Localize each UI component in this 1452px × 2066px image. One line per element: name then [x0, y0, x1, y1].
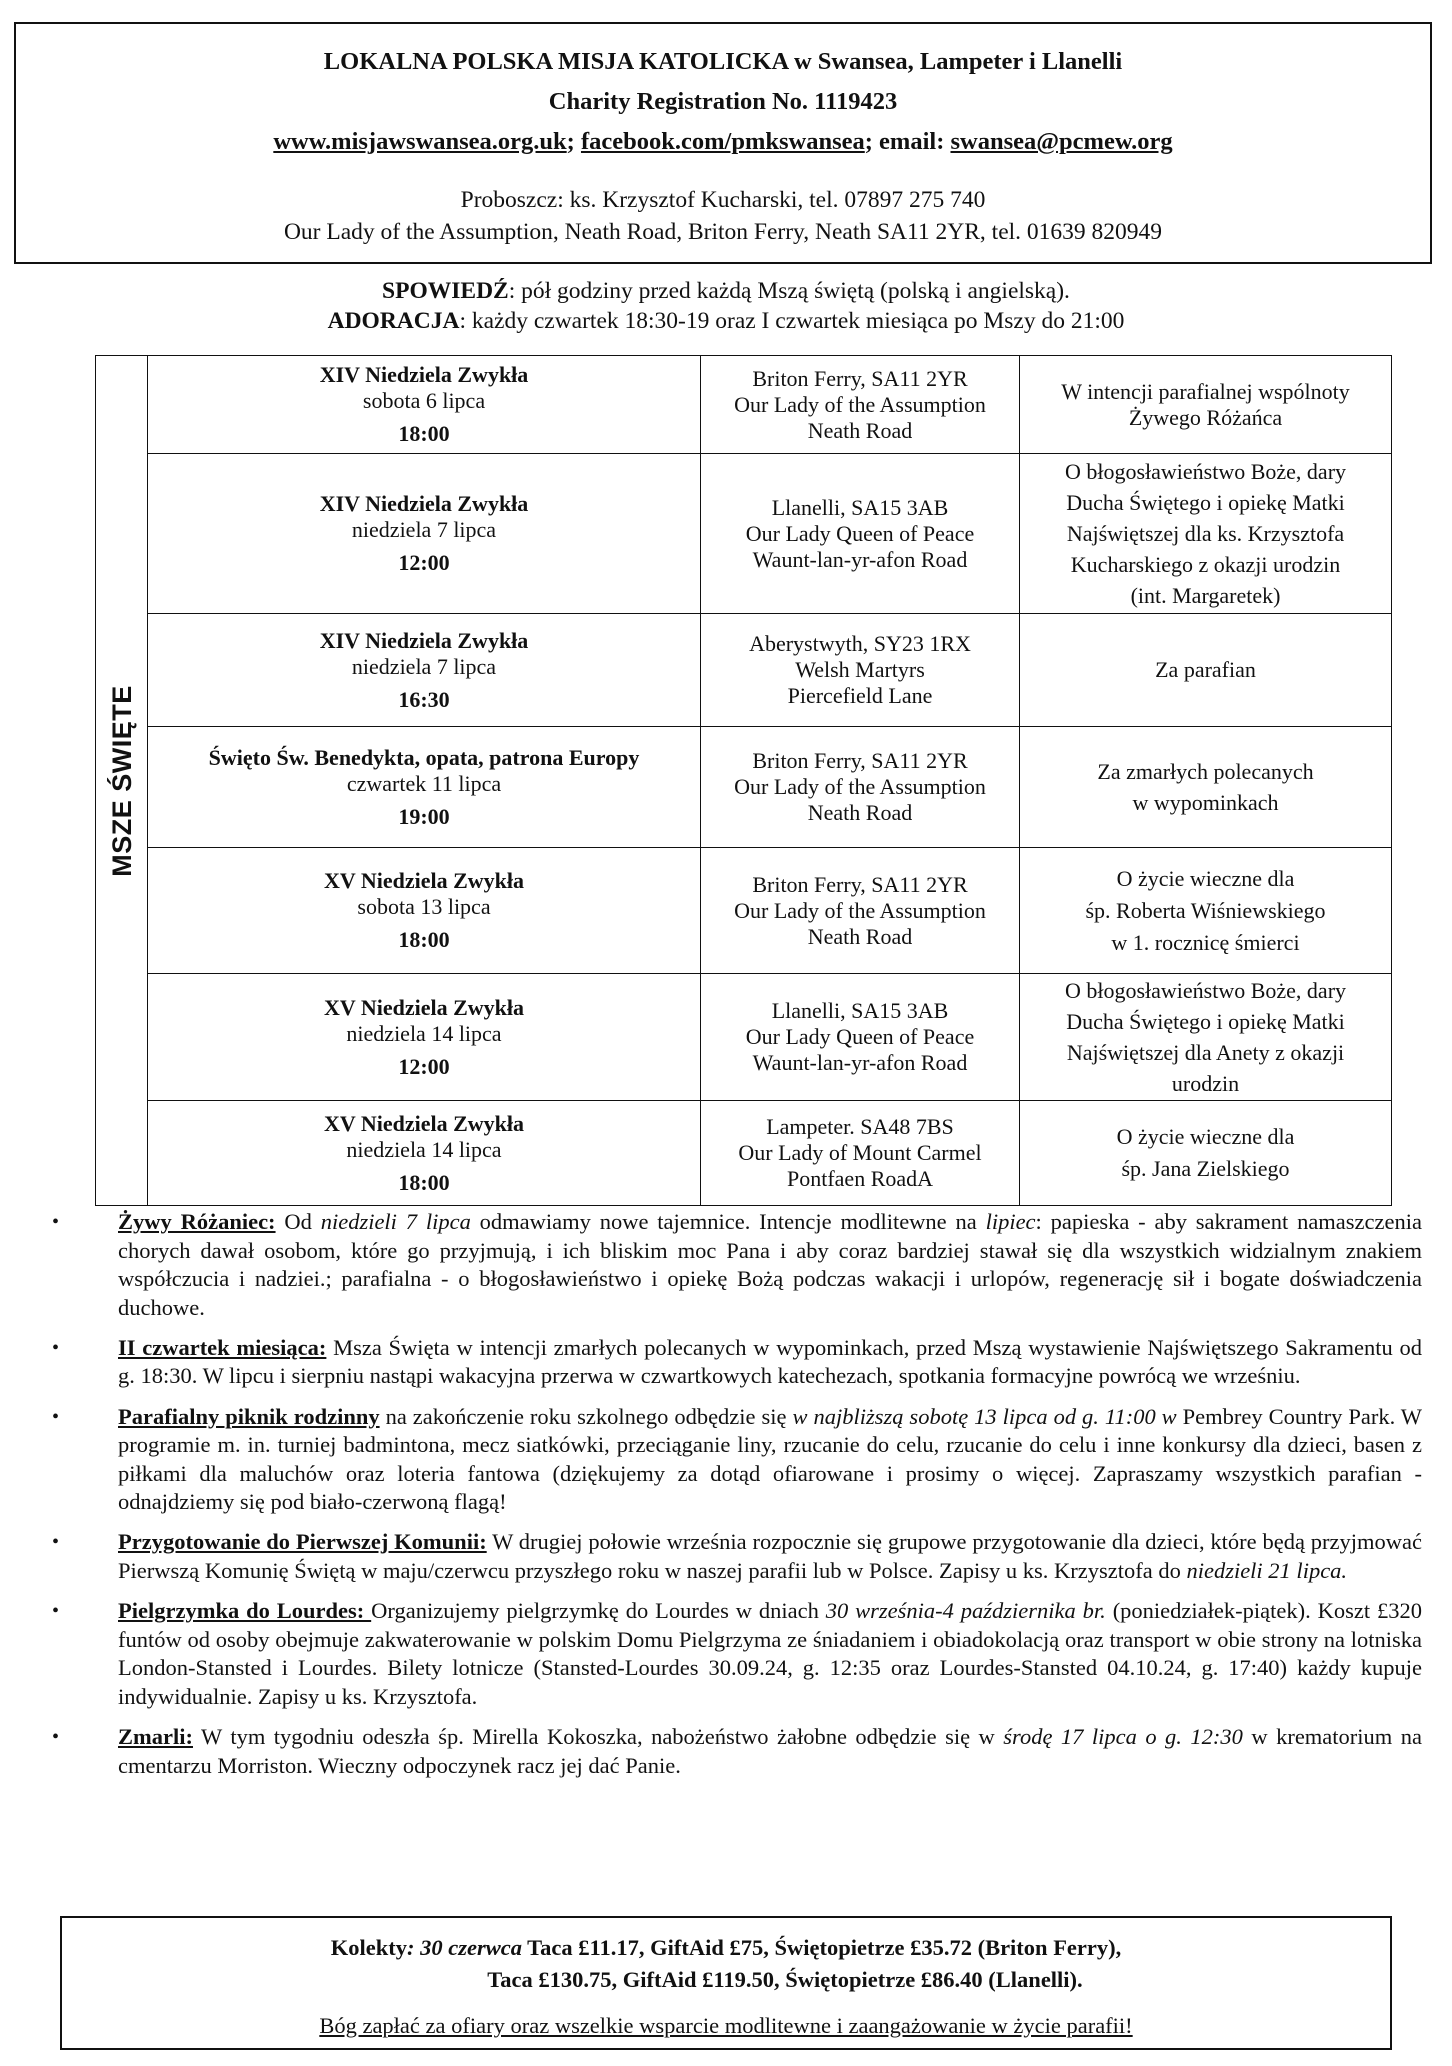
- intention-cell: [1020, 974, 1392, 1101]
- notice-text: : papieska - aby sakrament namaszczenia chorych dawał osobom, które go przyjmują, i ich bliskim moc Pana i aby coraz bardziej stawał się dla wszystkich widzialnym znakiem współczucia i nadziei.; parafialna - o błogosławieństwo i opiekę Bożą podczas wakacji i urlopów, regenerację sił i bogate doświadczenia duchowe.: [118, 1209, 1422, 1320]
- location-line: Neath Road: [807, 417, 913, 443]
- intention-line: Najświętszej dla ks. Krzysztofa: [1066, 521, 1345, 546]
- location-line: Our Lady Queen of Peace: [745, 520, 975, 546]
- event-name: XV Niedziela Zwykła: [323, 868, 525, 893]
- location-cell: [701, 727, 1020, 848]
- notice-text: na zakończenie roku szkolnego odbędzie się: [379, 1403, 793, 1429]
- thanks-line: Bóg zapłać za ofiary oraz wszelkie wsparcie modlitewne i zaangażowanie w życie parafii!: [319, 2013, 1133, 2038]
- collections-briton-ferry: Taca £11.17, GiftAid £75, Świętopietrze £35.72 (Briton Ferry),: [521, 1935, 1122, 1960]
- event-name: XIV Niedziela Zwykła: [319, 627, 529, 653]
- location-line: Our Lady of the Assumption: [734, 897, 986, 923]
- notice-title: II czwartek miesiąca:: [118, 1334, 327, 1360]
- intention-line: Kucharskiego z okazji urodzin: [1070, 552, 1341, 577]
- vertical-label-cell: [96, 356, 148, 1206]
- notice-text: Od: [275, 1209, 321, 1234]
- collections-date: : 30 czerwca: [406, 1935, 522, 1960]
- location-line: Neath Road: [807, 800, 913, 825]
- event-cell: [148, 356, 701, 454]
- mission-title: LOKALNA POLSKA MISJA KATOLICKA w Swansea, Lampeter i Llanelli: [323, 48, 1123, 75]
- notice-title: Pielgrzymka do Lourdes:: [118, 1598, 372, 1624]
- location-cell: [701, 614, 1020, 727]
- notice-text: Pembrey Country Park. W programie m. in. turniej badmintona, mecz siatkówki, przeciąganie liny, rzucanie do celu, rzucanie do celu i inne konkursy dla dzieci, basen z piłkami dla maluchów oraz loteria fantowa (dziękujemy za dotąd ofiarowane i prosimy o więcej. Zapraszamy wszystkich parafian - odnajdziemy się pod biało-czerwoną flagą!: [118, 1403, 1422, 1515]
- location-line: Briton Ferry, SA11 2YR: [752, 365, 968, 391]
- notice-emphasis: niedzieli 7 lipca: [320, 1209, 471, 1234]
- notice-first-communion: [30, 1528, 1422, 1585]
- location-cell: [701, 1101, 1020, 1206]
- event-date: niedziela 7 lipca: [351, 517, 497, 542]
- pastor-line: Proboszcz: ks. Krzysztof Kucharski, tel. 07897 275 740: [460, 187, 986, 213]
- event-name: XV Niedziela Zwykła: [323, 994, 525, 1020]
- event-cell: [148, 614, 701, 727]
- bullet-icon: •: [52, 1405, 60, 1428]
- notice-text: Msza Święta w intencji zmarłych polecanych w wypominkach, przed Mszą wystawienie Najświętszego Sakramentu od g. 18:30. W lipcu i sierpniu nastąpi wakacyjna przerwa w czwartkowych katechezach, spotkania formacyjne powrócą we wrześniu.: [118, 1334, 1422, 1389]
- event-date: niedziela 14 lipca: [346, 1020, 502, 1046]
- intention-line: O błogosławieństwo Boże, dary: [1064, 978, 1347, 1003]
- notice-thursday: [30, 1334, 1422, 1391]
- table-row: [96, 848, 1392, 974]
- notice-emphasis: w najbliższą sobotę 13 lipca od g. 11:00 w: [792, 1403, 1177, 1429]
- table-row: [96, 454, 1392, 614]
- location-line: Welsh Martyrs: [795, 657, 925, 682]
- confession-text: : pół godziny przed każdą Mszą świętą (polską i angielską).: [508, 278, 1070, 304]
- intention-cell: [1020, 614, 1392, 727]
- intention-line: w 1. rocznicę śmierci: [1111, 929, 1300, 955]
- location-cell: [701, 974, 1020, 1101]
- location-line: Our Lady of Mount Carmel: [738, 1140, 982, 1165]
- location-line: Waunt-lan-yr-afon Road: [752, 546, 968, 572]
- intention-line: (int. Margaretek): [1130, 583, 1281, 608]
- location-line: Neath Road: [807, 923, 913, 949]
- confession-line: [0, 276, 1452, 306]
- notice-text: odmawiamy nowe tajemnice. Intencje modlitewne na: [470, 1209, 986, 1234]
- website-link[interactable]: www.misjawswansea.org.uk: [273, 128, 567, 155]
- intention-line: w wypominkach: [1132, 790, 1279, 815]
- notice-text: Organizujemy pielgrzymkę do Lourdes w dniach: [371, 1598, 826, 1624]
- email-label: ; email:: [864, 128, 951, 155]
- intention-line: O błogosławieństwo Boże, dary: [1064, 459, 1347, 484]
- event-time: 16:30: [398, 686, 450, 712]
- location-line: Llanelli, SA15 3AB: [771, 998, 949, 1023]
- notice-emphasis: lipiec: [985, 1209, 1036, 1234]
- location-line: Our Lady of the Assumption: [734, 391, 986, 417]
- table-row: [96, 974, 1392, 1101]
- event-time: 19:00: [398, 803, 450, 829]
- location-line: Briton Ferry, SA11 2YR: [752, 748, 968, 773]
- adoration-label: ADORACJA: [327, 308, 460, 334]
- bullet-icon: •: [52, 1211, 60, 1233]
- intention-line: śp. Jana Zielskiego: [1121, 1156, 1290, 1181]
- intention-line: Za zmarłych polecanych: [1097, 759, 1314, 784]
- intention-line: Ducha Świętego i opiekę Matki: [1066, 490, 1345, 515]
- email-link[interactable]: swansea@pcmew.org: [950, 128, 1173, 155]
- notice-emphasis: niedzieli 21 lipca.: [1186, 1558, 1348, 1584]
- intention-cell: [1020, 1101, 1392, 1206]
- notice-emphasis: środę 17 lipca o g. 12:30: [1003, 1724, 1243, 1749]
- confession-label: SPOWIEDŹ: [382, 278, 509, 304]
- bullet-icon: •: [52, 1600, 60, 1623]
- event-time: 12:00: [398, 1053, 450, 1079]
- contact-separator: ;: [566, 128, 581, 155]
- event-date: sobota 6 lipca: [362, 388, 486, 413]
- intention-line: Ducha Świętego i opiekę Matki: [1066, 1009, 1345, 1034]
- header-box: [14, 22, 1432, 264]
- notice-text: (poniedziałek-piątek). Koszt £320 funtów od osoby obejmuje zakwaterowanie w polskim Domu Pielgrzyma ze śniadaniem i obiadokolacją oraz transport w obie strony na lotniska London-Stansted i Lourdes. Bilety lotnicze (Stansted-Lourdes 30.09.24, g. 12:35 oraz Lourdes-Stansted 04.10.24, g. 17:40) każdy kupuje indywidualnie. Zapisy u ks. Krzysztofa.: [118, 1598, 1422, 1709]
- intention-cell: [1020, 454, 1392, 614]
- bullet-icon: •: [52, 1336, 60, 1359]
- notice-text: W drugiej połowie września rozpocznie się grupowe przygotowanie dla dzieci, które będą przyjmować Pierwszą Komunię Świętą w maju/czerwcu przyszłego roku w naszej parafii lub w Polsce. Zapisy u ks. Krzysztofa do: [118, 1529, 1422, 1584]
- event-time: 18:00: [398, 1169, 450, 1195]
- location-line: Aberystwyth, SY23 1RX: [749, 631, 971, 656]
- vertical-label: MSZE ŚWIĘTE: [106, 684, 137, 877]
- event-cell: [148, 848, 701, 974]
- location-cell: [701, 454, 1020, 614]
- location-line: Llanelli, SA15 3AB: [771, 494, 949, 520]
- event-date: sobota 13 lipca: [357, 894, 491, 919]
- collections-box: [60, 1916, 1392, 2050]
- notice-title: Parafialny piknik rodzinny: [118, 1403, 380, 1429]
- location-line: Briton Ferry, SA11 2YR: [752, 871, 968, 897]
- event-date: czwartek 11 lipca: [346, 770, 502, 796]
- notice-deceased: [30, 1723, 1422, 1780]
- adoration-text: : każdy czwartek 18:30-19 oraz I czwartek miesiąca po Mszy do 21:00: [459, 308, 1125, 334]
- event-time: 18:00: [398, 927, 450, 952]
- bullet-icon: •: [52, 1531, 60, 1554]
- location-line: Our Lady of the Assumption: [734, 774, 986, 799]
- notice-lourdes: [30, 1597, 1422, 1711]
- parish-address: Our Lady of the Assumption, Neath Road, Briton Ferry, Neath SA11 2YR, tel. 01639 820949: [283, 219, 1163, 245]
- intention-cell: [1020, 356, 1392, 454]
- location-line: Our Lady Queen of Peace: [745, 1024, 975, 1049]
- event-cell: [148, 454, 701, 614]
- event-date: niedziela 14 lipca: [346, 1136, 502, 1162]
- event-date: niedziela 7 lipca: [351, 653, 497, 679]
- notice-title: Przygotowanie do Pierwszej Komunii:: [118, 1529, 487, 1555]
- location-line: Pontfaen RoadA: [786, 1166, 934, 1191]
- event-cell: [148, 1101, 701, 1206]
- event-cell: [148, 974, 701, 1101]
- notice-text: W tym tygodniu odeszła śp. Mirella Kokoszka, nabożeństwo żałobne odbędzie się w: [192, 1724, 1004, 1749]
- event-time: 12:00: [398, 550, 450, 575]
- intention-line: Najświętszej dla Anety z okazji: [1066, 1040, 1345, 1065]
- location-cell: [701, 356, 1020, 454]
- event-cell: [148, 727, 701, 848]
- bullet-icon: •: [52, 1726, 60, 1748]
- location-line: Lampeter. SA48 7BS: [766, 1114, 954, 1139]
- collections-line-1: [62, 1933, 1390, 1963]
- intention-line: urodzin: [1171, 1071, 1240, 1096]
- intention-line: O życie wieczne dla: [1116, 865, 1295, 891]
- mass-schedule-table: [95, 355, 1392, 1206]
- event-name: XIV Niedziela Zwykła: [319, 491, 529, 516]
- table-row: [96, 356, 1392, 454]
- facebook-link[interactable]: facebook.com/pmkswansea: [580, 128, 865, 155]
- adoration-line: [0, 306, 1452, 336]
- table-row: [96, 614, 1392, 727]
- event-time: 18:00: [398, 421, 450, 446]
- intention-line: Za parafian: [1155, 657, 1256, 682]
- notice-rosary: [30, 1208, 1422, 1322]
- intention-cell: [1020, 727, 1392, 848]
- table-row: [96, 727, 1392, 848]
- charity-registration: Charity Registration No. 1119423: [548, 88, 898, 115]
- collections-llanelli: Taca £130.75, GiftAid £119.50, Świętopietrze £86.40 (Llanelli).: [487, 1967, 1083, 1992]
- intention-line: W intencji parafialnej wspólnoty: [1061, 378, 1350, 404]
- intention-line: Żywego Różańca: [1128, 404, 1283, 430]
- intention-cell: [1020, 848, 1392, 974]
- event-name: XIV Niedziela Zwykła: [319, 362, 529, 387]
- notice-text: w krematorium na cmentarzu Morriston. Wieczny odpoczynek racz jej dać Panie.: [118, 1724, 1422, 1778]
- contact-line: [16, 122, 1430, 162]
- notice-emphasis: 30 września-4 października br.: [825, 1598, 1106, 1624]
- notice-title: Żywy Różaniec:: [118, 1209, 276, 1234]
- notices-list: [30, 1208, 1422, 1792]
- location-line: Waunt-lan-yr-afon Road: [752, 1050, 968, 1075]
- intention-line: O życie wieczne dla: [1116, 1124, 1295, 1149]
- event-name: XV Niedziela Zwykła: [323, 1110, 525, 1136]
- intention-line: śp. Roberta Wiśniewskiego: [1085, 897, 1326, 923]
- collections-label: Kolekty: [330, 1935, 407, 1960]
- location-line: Piercefield Lane: [787, 683, 933, 708]
- table-row: [96, 1101, 1392, 1206]
- notice-title: Zmarli:: [118, 1724, 193, 1749]
- location-cell: [701, 848, 1020, 974]
- event-name: Święto Św. Benedykta, opata, patrona Europy: [208, 744, 640, 770]
- notice-picnic: [30, 1403, 1422, 1517]
